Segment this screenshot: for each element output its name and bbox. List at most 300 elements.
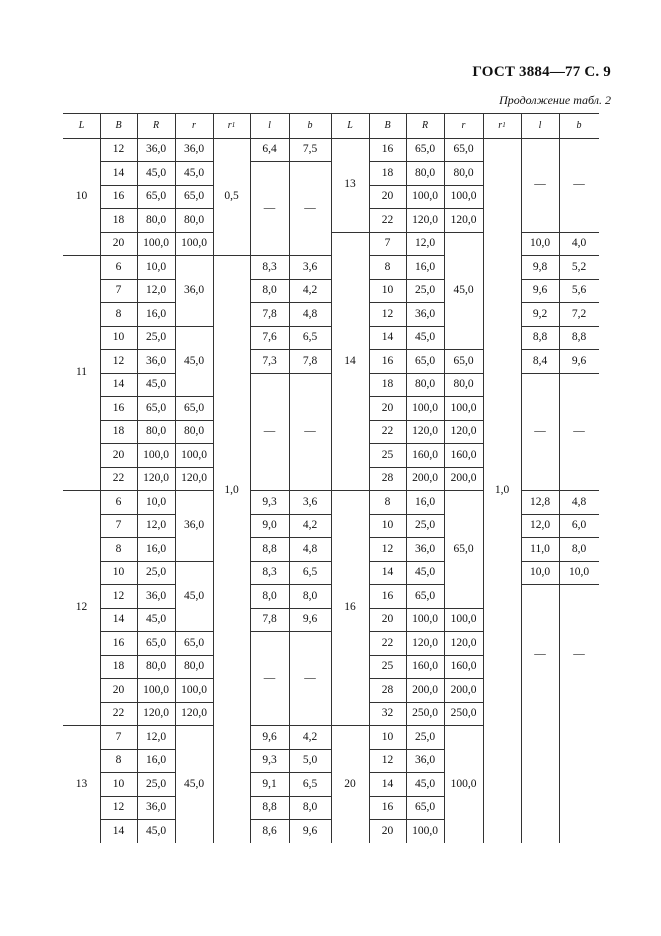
rule (175, 185, 213, 186)
cell-R: 45,0 (414, 777, 436, 790)
cell-b: 4,2 (302, 284, 318, 296)
cell-b: 8,8 (571, 331, 587, 343)
rule (444, 373, 483, 374)
cell-R: 160,0 (412, 660, 438, 672)
rule (369, 561, 444, 562)
cell-B: 18 (381, 166, 394, 179)
cell-l: 9,1 (262, 777, 277, 790)
cell-B: 18 (112, 425, 125, 437)
cell-R: 25,0 (414, 519, 436, 531)
rule (175, 678, 213, 679)
rule (369, 161, 444, 162)
rule (100, 113, 101, 138)
cell-B: 18 (381, 378, 394, 390)
cell-B: 7 (384, 237, 391, 249)
rule (175, 396, 213, 397)
cell-L: 14 (344, 354, 356, 367)
cell-R: 45,0 (414, 566, 436, 578)
cell-r: 65,0 (183, 401, 205, 414)
page-header: ГОСТ 3884—77 С. 9 (472, 64, 611, 80)
rule (213, 255, 250, 256)
rule (521, 302, 599, 303)
rule (100, 349, 175, 350)
cell-l-dash: — (534, 648, 546, 661)
cell-b-dash: — (573, 178, 585, 191)
cell-r1: 1,0 (224, 483, 239, 496)
cell-R: 100,0 (143, 237, 169, 249)
rule (213, 113, 214, 138)
cell-R: 80,0 (145, 425, 167, 437)
table-continuation-label: Продолжение табл. 2 (499, 93, 611, 107)
cell-B: 12 (381, 542, 394, 555)
cell-R: 25,0 (145, 566, 167, 578)
cell-L: 11 (75, 366, 88, 379)
rule (444, 631, 483, 632)
cell-b: 4,8 (302, 542, 318, 555)
rule (369, 420, 444, 421)
cell-B: 18 (112, 660, 125, 672)
cell-B: 8 (115, 307, 122, 320)
cell-R: 25,0 (145, 331, 167, 343)
rule (175, 655, 213, 656)
cell-R: 100,0 (143, 683, 169, 696)
rule (369, 584, 444, 585)
rule (369, 514, 444, 515)
cell-b: 7,5 (302, 143, 318, 155)
cell-R: 12,0 (414, 237, 436, 249)
cell-B: 14 (112, 613, 125, 625)
cell-r: 36,0 (183, 143, 205, 155)
rule (100, 185, 175, 186)
rule (369, 208, 444, 209)
cell-B: 8 (384, 260, 391, 273)
cell-b: 9,6 (571, 354, 587, 367)
rule (250, 490, 331, 491)
rule (369, 796, 444, 797)
cell-B: 7 (115, 284, 122, 296)
rule (175, 490, 213, 491)
cell-r: 45,0 (183, 354, 205, 367)
cell-R: 45,0 (145, 378, 167, 390)
rule (250, 279, 331, 280)
cell-R: 100,0 (412, 190, 438, 202)
cell-r: 100,0 (181, 237, 207, 249)
cell-r: 120,0 (450, 213, 477, 226)
cell-b-dash: — (573, 425, 585, 437)
rule (250, 608, 331, 609)
cell-B: 14 (112, 824, 125, 837)
cell-r1: 1,0 (494, 483, 510, 496)
cell-l: 7,6 (262, 331, 277, 343)
cell-B: 20 (381, 824, 394, 837)
rule (100, 326, 175, 327)
rule (63, 490, 100, 491)
cell-R: 120,0 (412, 213, 438, 226)
rule (521, 232, 599, 233)
rule (250, 749, 331, 750)
rule (369, 467, 444, 468)
rule (521, 279, 599, 280)
rule (369, 490, 444, 491)
cell-l: 12,8 (529, 495, 551, 508)
rule (369, 373, 444, 374)
rule (100, 396, 175, 397)
rule (175, 702, 213, 703)
cell-R: 36,0 (414, 307, 436, 320)
cell-r: 120,0 (181, 707, 207, 719)
rule (369, 819, 444, 820)
cell-B: 8 (115, 542, 122, 555)
cell-R: 100,0 (412, 824, 438, 837)
rule (369, 185, 444, 186)
rule (369, 678, 444, 679)
cell-R: 36,0 (145, 354, 167, 367)
cell-r: 45,0 (183, 589, 205, 602)
rule (369, 537, 444, 538)
rule (250, 772, 331, 773)
cell-R: 100,0 (143, 448, 169, 461)
cell-B: 7 (115, 519, 122, 531)
cell-r: 65,0 (453, 354, 474, 367)
cell-b: 4,8 (571, 495, 587, 508)
cell-r: 160,0 (450, 660, 477, 672)
cell-r: 80,0 (183, 213, 205, 226)
cell-R: 65,0 (145, 190, 167, 202)
rule (175, 443, 213, 444)
rule (100, 561, 175, 562)
cell-R: 45,0 (414, 331, 436, 343)
rule (250, 631, 331, 632)
cell-R: 45,0 (145, 613, 167, 625)
cell-R: 16,0 (145, 542, 167, 555)
cell-r: 120,0 (450, 636, 477, 649)
cell-l-dash: — (263, 201, 276, 214)
cell-b: 8,0 (571, 542, 587, 555)
rule (250, 255, 331, 256)
cell-B: 16 (381, 801, 394, 813)
cell-b: 9,6 (302, 824, 318, 837)
rule (250, 819, 331, 820)
rule (100, 678, 175, 679)
rule (250, 796, 331, 797)
rule (369, 232, 444, 233)
rule (100, 796, 175, 797)
rule (100, 490, 175, 491)
cell-B: 28 (381, 683, 394, 696)
column-header-r1: r 1 (498, 119, 506, 131)
cell-R: 12,0 (145, 519, 167, 531)
column-header-b: b (576, 119, 582, 131)
rule (100, 702, 175, 703)
rule (250, 326, 331, 327)
rule (250, 373, 331, 374)
cell-l: 8,6 (262, 824, 277, 837)
cell-l: 7,8 (262, 613, 277, 625)
column-header-r: r (192, 119, 196, 131)
rule (521, 514, 599, 515)
cell-l: 9,2 (532, 307, 548, 320)
cell-r: 200,0 (450, 472, 477, 484)
cell-b: 3,6 (302, 495, 318, 508)
rule (369, 396, 444, 397)
column-header-r: r (461, 119, 466, 131)
cell-B: 16 (381, 143, 394, 155)
rule (444, 608, 483, 609)
cell-B: 20 (112, 448, 125, 461)
cell-r: 250,0 (450, 707, 477, 719)
cell-R: 65,0 (145, 636, 167, 649)
rule (100, 232, 175, 233)
cell-l: 12,0 (529, 519, 551, 531)
cell-l: 8,3 (262, 566, 277, 578)
rule (483, 113, 484, 138)
rule (444, 208, 483, 209)
cell-R: 120,0 (143, 472, 169, 484)
cell-B: 14 (112, 166, 125, 179)
rule (175, 232, 213, 233)
cell-R: 36,0 (145, 589, 167, 602)
cell-l: 8,3 (262, 260, 277, 273)
rule (137, 113, 138, 138)
cell-b: 3,6 (302, 260, 318, 273)
cell-R: 160,0 (412, 448, 438, 461)
rule (100, 655, 175, 656)
cell-b: 9,6 (302, 613, 318, 625)
cell-b: 8,0 (302, 801, 318, 813)
cell-b: 4,8 (302, 307, 318, 320)
cell-l: 9,3 (262, 754, 277, 766)
rule (444, 161, 483, 162)
cell-B: 10 (381, 730, 394, 743)
rule (521, 255, 599, 256)
cell-r: 65,0 (183, 636, 205, 649)
cell-b: 5,6 (571, 284, 587, 296)
rule (521, 326, 599, 327)
cell-R: 36,0 (414, 754, 436, 766)
cell-b: 5,2 (571, 260, 587, 273)
cell-r: 80,0 (453, 166, 474, 179)
rule (175, 420, 213, 421)
rule (250, 302, 331, 303)
cell-b: 4,2 (302, 519, 318, 531)
rule (250, 113, 251, 138)
cell-B: 10 (112, 777, 125, 790)
rule (331, 490, 369, 491)
rule (331, 113, 332, 138)
cell-l: 9,8 (532, 260, 548, 273)
cell-B: 14 (112, 378, 125, 390)
cell-B: 16 (112, 636, 125, 649)
cell-R: 120,0 (412, 425, 438, 437)
cell-r: 45,0 (183, 166, 205, 179)
cell-R: 25,0 (414, 284, 436, 296)
cell-B: 10 (381, 284, 394, 296)
cell-B: 7 (115, 730, 122, 743)
rule (444, 232, 483, 233)
rule (444, 655, 483, 656)
cell-B: 12 (112, 143, 125, 155)
rule (444, 396, 483, 397)
column-header-b: B (384, 119, 391, 131)
rule (250, 537, 331, 538)
cell-R: 45,0 (145, 824, 167, 837)
rule (63, 255, 100, 256)
rule (369, 772, 444, 773)
rule (369, 608, 444, 609)
rule (521, 113, 522, 138)
cell-R: 12,0 (145, 284, 167, 296)
rule (559, 113, 560, 138)
column-header-r1: r 1 (227, 119, 236, 131)
cell-B: 12 (381, 307, 394, 320)
rule (175, 208, 213, 209)
cell-l: 7,3 (262, 354, 277, 367)
rule (444, 725, 483, 726)
rule (444, 185, 483, 186)
cell-B: 28 (381, 472, 394, 484)
cell-R: 120,0 (412, 636, 438, 649)
cell-b-dash: — (304, 425, 316, 437)
rule (100, 279, 175, 280)
rule (369, 255, 444, 256)
cell-B: 20 (112, 237, 125, 249)
cell-b: 6,5 (302, 566, 318, 578)
rule (369, 631, 444, 632)
cell-r: 65,0 (453, 143, 474, 155)
cell-r: 160,0 (450, 448, 477, 461)
rule (250, 584, 331, 585)
cell-R: 80,0 (145, 213, 167, 226)
cell-b: 6,5 (302, 777, 318, 790)
cell-B: 32 (381, 707, 394, 719)
cell-b-dash: — (573, 648, 585, 661)
cell-B: 22 (381, 636, 394, 649)
rule (331, 232, 369, 233)
cell-B: 25 (381, 660, 394, 672)
rule (100, 584, 175, 585)
cell-b-dash: — (304, 671, 316, 684)
cell-R: 16,0 (145, 754, 167, 766)
rule (175, 467, 213, 468)
cell-R: 200,0 (412, 472, 438, 484)
rule (100, 725, 175, 726)
column-header-b: B (115, 119, 122, 131)
cell-B: 20 (112, 683, 125, 696)
cell-l: 9,6 (532, 284, 548, 296)
rule (100, 631, 175, 632)
rule (100, 467, 175, 468)
cell-L: 13 (75, 777, 88, 790)
cell-b: 6,5 (302, 331, 318, 343)
cell-L: 12 (75, 601, 88, 614)
rule (369, 302, 444, 303)
column-header-b: b (307, 119, 313, 131)
rule (444, 420, 483, 421)
cell-r: 80,0 (183, 425, 205, 437)
cell-l-dash: — (534, 425, 546, 437)
cell-B: 14 (381, 566, 394, 578)
cell-B: 16 (381, 589, 394, 602)
cell-b: 6,0 (571, 519, 587, 531)
cell-l-dash: — (263, 671, 276, 684)
cell-B: 16 (112, 401, 125, 414)
cell-l: 8,8 (532, 331, 548, 343)
rule (369, 749, 444, 750)
cell-r: 80,0 (183, 660, 205, 672)
cell-l: 6,4 (262, 143, 277, 155)
cell-l: 9,3 (262, 495, 277, 508)
cell-L: 10 (75, 190, 88, 202)
cell-R: 25,0 (145, 777, 167, 790)
rule (100, 608, 175, 609)
cell-b: 5,0 (302, 754, 318, 766)
column-header-l: l (268, 119, 271, 131)
cell-R: 100,0 (412, 401, 438, 414)
rule (521, 584, 599, 585)
cell-b: 7,8 (302, 354, 318, 367)
cell-R: 65,0 (414, 589, 436, 602)
rule (100, 772, 175, 773)
rule (521, 349, 599, 350)
cell-B: 25 (381, 448, 394, 461)
cell-B: 12 (112, 354, 125, 367)
cell-R: 36,0 (414, 542, 436, 555)
rule (521, 490, 599, 491)
rule (100, 420, 175, 421)
cell-l: 7,8 (262, 307, 277, 320)
rule (369, 655, 444, 656)
cell-B: 22 (112, 472, 125, 484)
cell-r: 65,0 (183, 190, 205, 202)
cell-R: 16,0 (414, 495, 436, 508)
rule (331, 725, 369, 726)
cell-R: 65,0 (414, 354, 436, 367)
cell-B: 16 (112, 190, 125, 202)
rule (100, 749, 175, 750)
cell-R: 200,0 (412, 683, 438, 696)
rule (100, 819, 175, 820)
cell-B: 22 (381, 213, 394, 226)
cell-l-dash: — (263, 425, 276, 437)
rule (521, 561, 599, 562)
cell-R: 120,0 (143, 707, 169, 719)
cell-r: 100,0 (450, 613, 477, 625)
rule (250, 514, 331, 515)
cell-l: 11,0 (530, 542, 550, 555)
column-header-r: R (152, 119, 160, 131)
rule (444, 443, 483, 444)
cell-b: 4,0 (571, 237, 587, 249)
cell-B: 12 (112, 801, 125, 813)
rule (444, 678, 483, 679)
rule (175, 161, 213, 162)
column-header-r: R (421, 119, 429, 131)
rule (406, 113, 407, 138)
cell-r: 45,0 (453, 284, 474, 296)
cell-B: 22 (381, 425, 394, 437)
column-header-l: L (78, 119, 85, 131)
cell-r: 36,0 (183, 519, 205, 531)
cell-B: 14 (381, 331, 394, 343)
cell-b: 10,0 (568, 566, 590, 578)
rule (175, 113, 176, 138)
cell-B: 20 (381, 401, 394, 414)
cell-r: 100,0 (181, 683, 207, 696)
cell-R: 12,0 (145, 730, 167, 743)
rule (250, 161, 331, 162)
cell-L: 20 (344, 777, 356, 790)
rule (63, 725, 100, 726)
